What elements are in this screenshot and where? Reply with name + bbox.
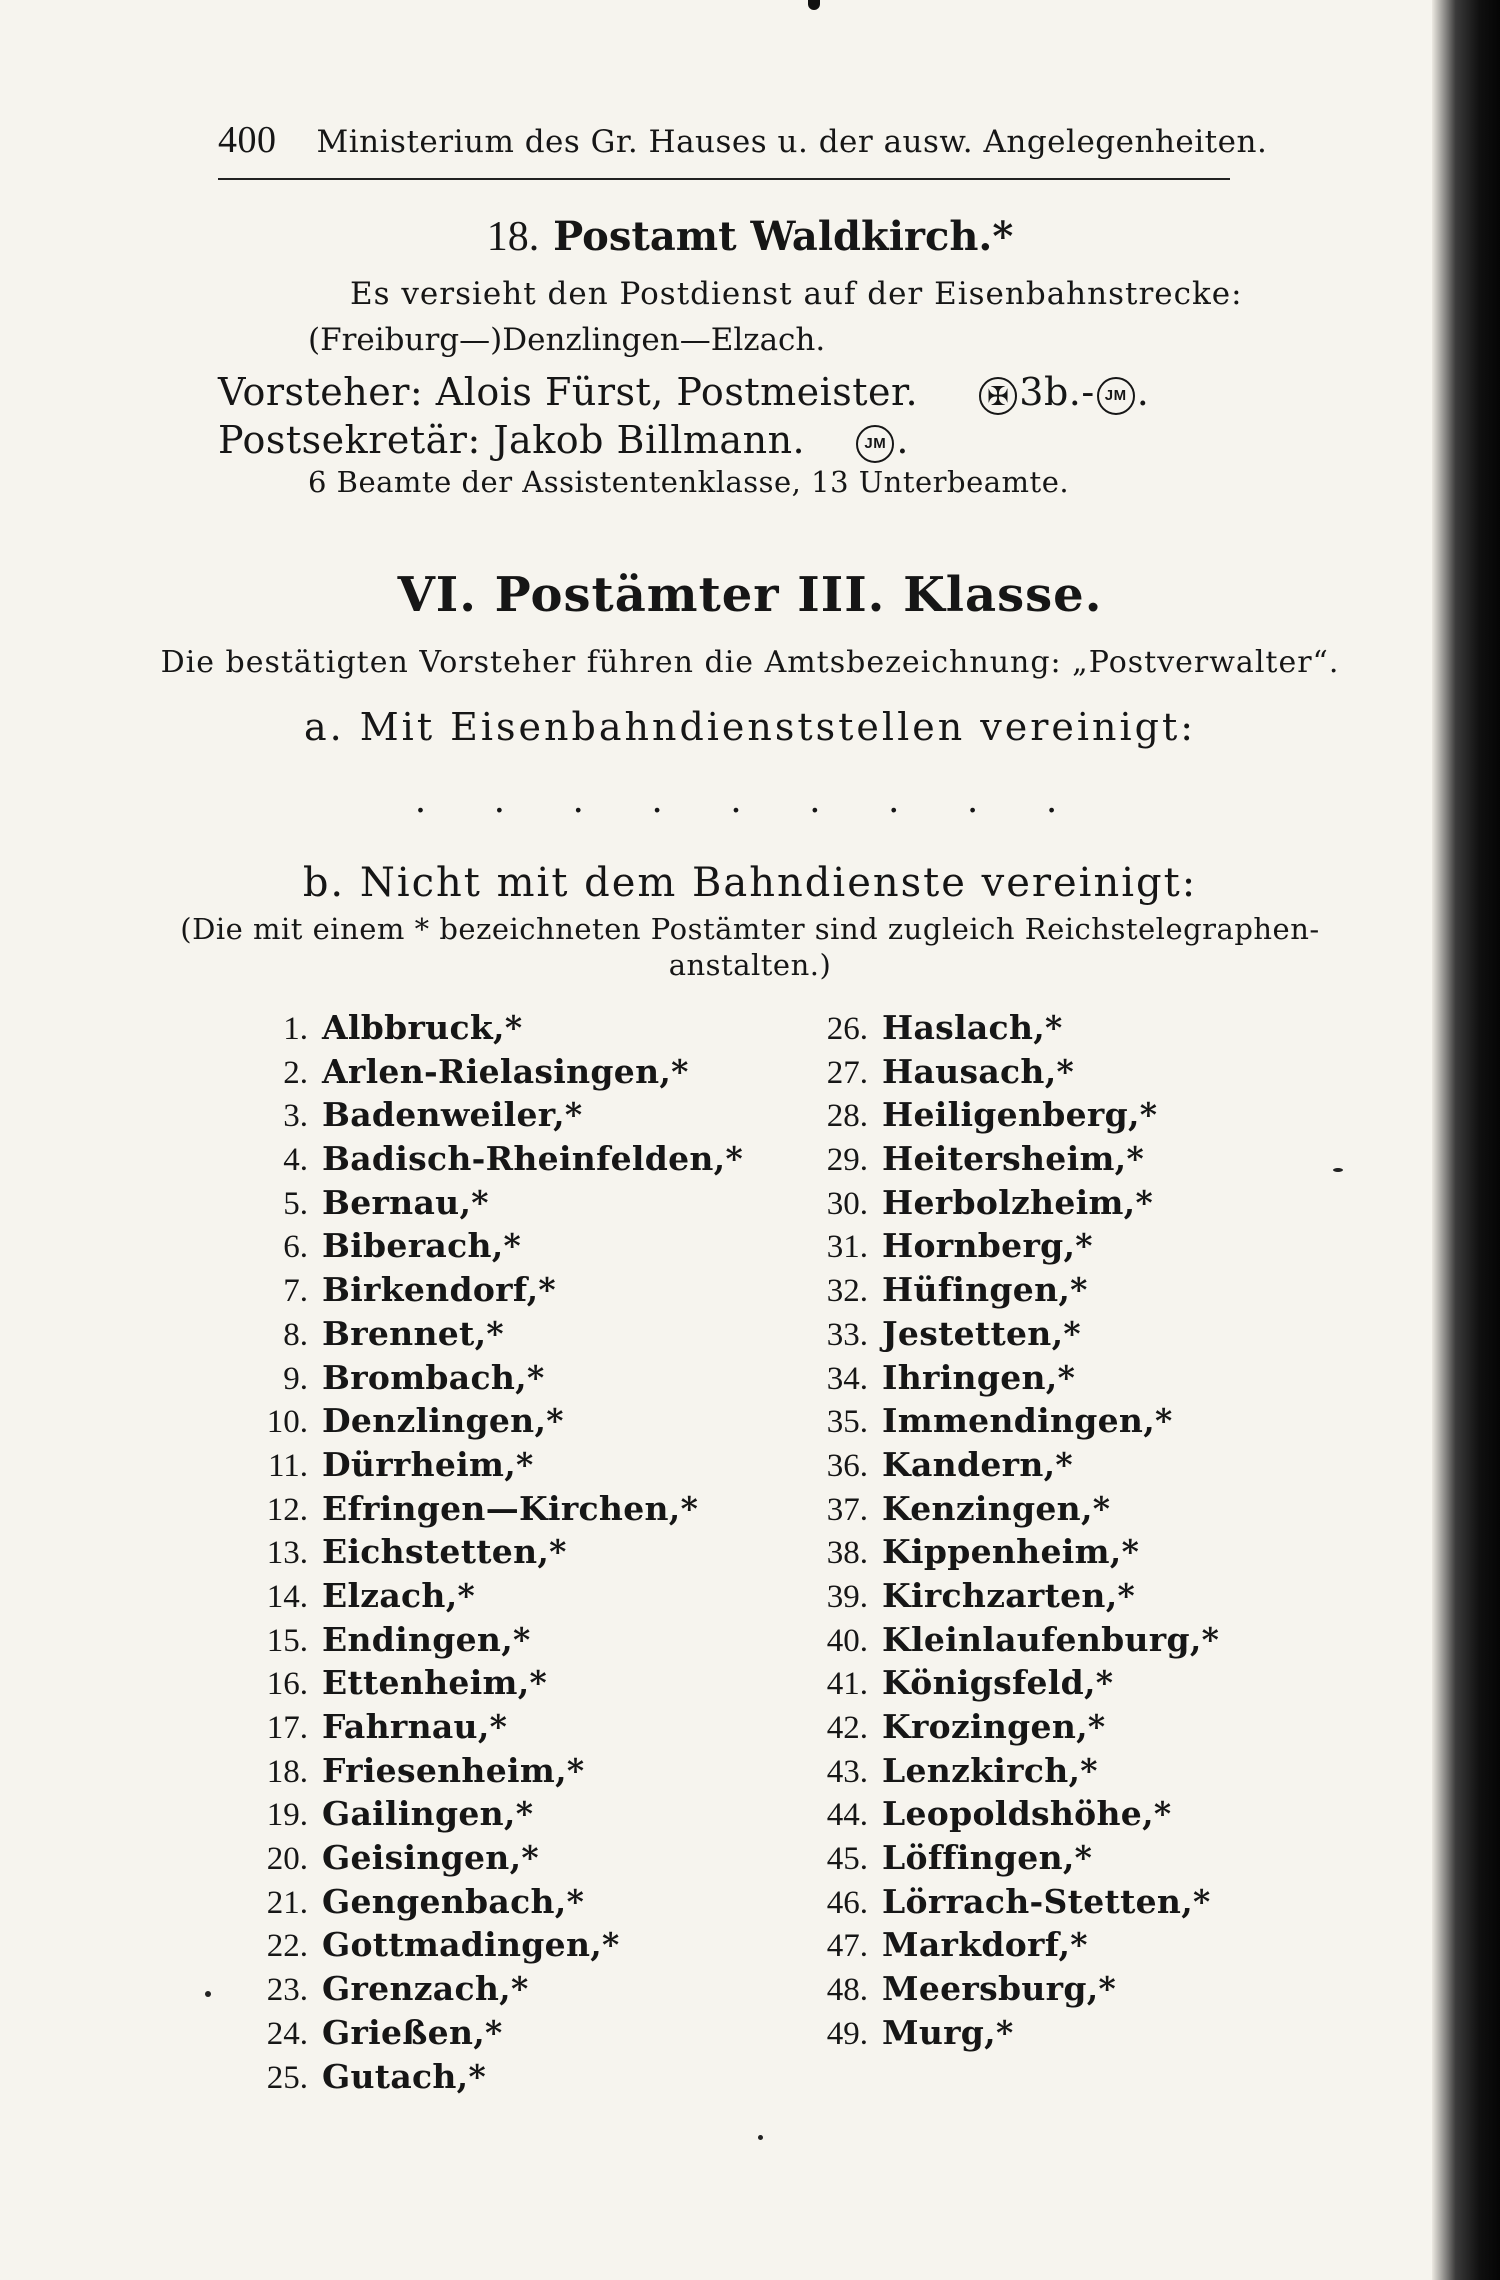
list-item	[790, 2013, 1310, 2057]
list-item-number: 12.	[266, 1491, 308, 1528]
list-item	[790, 1882, 1310, 1926]
list-item-number: 48.	[826, 1972, 868, 2009]
list-item	[790, 1576, 1310, 1620]
list-item-number: 39.	[826, 1578, 868, 1615]
list-item	[230, 1969, 750, 2013]
list-item-number: 24.	[266, 2015, 308, 2052]
list-item-name: Biberach,*	[322, 1226, 522, 1266]
list-item	[230, 1445, 750, 1489]
list-item-number: 10.	[266, 1404, 308, 1441]
list-item	[790, 1314, 1310, 1358]
list-item-name: Meersburg,*	[882, 1969, 1117, 2009]
list-item-number: 27.	[826, 1054, 868, 1091]
list-item-name: Löffingen,*	[882, 1838, 1093, 1878]
list-item	[790, 1620, 1310, 1664]
list-item	[790, 1925, 1310, 1969]
list-item-name: Gengenbach,*	[322, 1881, 585, 1921]
list-item	[790, 1969, 1310, 2013]
list-item-name: Kirchzarten,*	[882, 1575, 1136, 1615]
list-item	[790, 1794, 1310, 1838]
section-note: Die bestätigten Vorsteher führen die Amtsbezeichnung: „Postverwalter“.	[160, 645, 1340, 680]
stray-mark	[758, 2135, 763, 2140]
list-item-name: Grenzach,*	[322, 1969, 529, 2009]
list-item-name: Heitersheim,*	[882, 1139, 1145, 1179]
list-item-name: Haslach,*	[882, 1008, 1063, 1047]
list-item-number: 14.	[266, 1578, 308, 1615]
office-number: 18.	[486, 214, 540, 260]
list-item-name: Lörrach-Stetten,*	[882, 1881, 1211, 1921]
list-item	[790, 1663, 1310, 1707]
list-item-number: 30.	[826, 1185, 868, 1222]
list-item-number: 19.	[266, 1797, 308, 1834]
list-item	[230, 1183, 750, 1227]
list-item-number: 17.	[266, 1710, 308, 1746]
list-item-name: Immendingen,*	[882, 1401, 1173, 1441]
list-item-number: 22.	[266, 1928, 308, 1965]
section-title: VI. Postämter III. Klasse.	[397, 567, 1103, 623]
list-item-number: 3.	[283, 1098, 308, 1135]
list-item	[790, 1751, 1310, 1795]
list-item-name: Arlen-Rielasingen,*	[322, 1051, 689, 1091]
list-item	[790, 1532, 1310, 1576]
list-item	[230, 1532, 750, 1576]
list-item-number: 33.	[826, 1316, 868, 1353]
list-item	[230, 1838, 750, 1882]
list-item	[230, 1620, 750, 1664]
service-line: Es versieht den Postdienst auf der Eisenbahnstrecke:	[350, 276, 1243, 312]
list-item-number: 8.	[283, 1316, 308, 1353]
head-line: Vorsteher: Alois Fürst, Postmeister. ✠ 3b.- JM .	[218, 370, 1150, 414]
list-item	[790, 1270, 1310, 1314]
list-item-number: 49.	[826, 2015, 868, 2052]
list-item-name: Denzlingen,*	[322, 1401, 564, 1441]
stray-mark	[1333, 1168, 1343, 1172]
list-item-number: 45.	[826, 1841, 868, 1878]
list-item-number: 15.	[266, 1622, 308, 1659]
list-item	[790, 1183, 1310, 1227]
list-item-name: Königsfeld,*	[882, 1663, 1114, 1703]
list-item	[230, 1095, 750, 1139]
list-item-name: Hornberg,*	[882, 1226, 1093, 1266]
list-item-number: 41.	[826, 1666, 868, 1703]
list-item-number: 28.	[826, 1098, 868, 1135]
list-item	[230, 1052, 750, 1096]
list-item-name: Endingen,*	[322, 1619, 531, 1659]
list-item-number: 35.	[826, 1404, 868, 1441]
list-item-number: 25.	[266, 2059, 308, 2096]
list-item	[230, 1489, 750, 1533]
list-item-name: Kleinlaufenburg,*	[882, 1619, 1220, 1659]
list-item-number: 36.	[826, 1447, 868, 1484]
list-item-number: 44.	[826, 1797, 868, 1834]
list-item-name: Lenzkirch,*	[882, 1750, 1098, 1790]
page-number: 400	[218, 119, 277, 161]
list-item-name: Bernau,*	[322, 1182, 489, 1222]
list-item-number: 6.	[283, 1229, 308, 1266]
list-item-number: 26.	[826, 1011, 868, 1047]
list-item-number: 9.	[283, 1360, 308, 1397]
list-item	[790, 1445, 1310, 1489]
list-item	[230, 1663, 750, 1707]
list-item	[790, 1139, 1310, 1183]
list-item-number: 47.	[826, 1928, 868, 1965]
list-item-name: Heiligenberg,*	[882, 1095, 1158, 1135]
list-item	[790, 1358, 1310, 1402]
list-item-number: 5.	[283, 1185, 308, 1222]
list-item-number: 1.	[283, 1011, 308, 1047]
office-18-title	[150, 213, 1350, 261]
list-item-name: Ettenheim,*	[322, 1663, 548, 1703]
list-item	[790, 1008, 1310, 1052]
list-item-number: 32.	[826, 1273, 868, 1310]
list-item	[230, 1358, 750, 1402]
list-item-number: 37.	[826, 1491, 868, 1528]
list-item-name: Hüfingen,*	[882, 1270, 1088, 1310]
staff-line: 6 Beamte der Assistentenklasse, 13 Unterbeamte.	[308, 465, 1070, 499]
list-item-name: Albbruck,*	[322, 1008, 523, 1047]
list-item	[230, 1751, 750, 1795]
list-item-name: Hausach,*	[882, 1051, 1075, 1091]
list-item-name: Badisch-Rheinfelden,*	[322, 1139, 744, 1179]
list-item-name: Geisingen,*	[322, 1838, 539, 1878]
list-item-name: Eichstetten,*	[322, 1532, 567, 1572]
list-item-name: Gottmadingen,*	[322, 1925, 620, 1965]
list-item-name: Badenweiler,*	[322, 1095, 583, 1135]
subsection-b-note-cont: anstalten.)	[668, 948, 832, 982]
list-item-number: 13.	[266, 1535, 308, 1572]
list-item	[230, 1925, 750, 1969]
list-item	[790, 1707, 1310, 1751]
list-item-name: Grießen,*	[322, 2012, 503, 2052]
running-title: Ministerium des Gr. Hauses u. der ausw. Angelegenheiten.	[316, 124, 1268, 160]
list-item-number: 4.	[283, 1142, 308, 1179]
stray-mark	[205, 1991, 211, 1997]
list-item	[230, 1576, 750, 1620]
subsection-b-title: b. Nicht mit dem Bahndienste vereinigt:	[302, 860, 1198, 906]
secretary-line: Postsekretär: Jakob Billmann. JM .	[218, 418, 909, 462]
list-item	[790, 1095, 1310, 1139]
list-item-name: Markdorf,*	[882, 1925, 1088, 1965]
list-item-name: Kandern,*	[882, 1444, 1073, 1484]
list-item-number: 34.	[826, 1360, 868, 1397]
head-honor: 3b.-	[1019, 370, 1095, 414]
header-rule	[218, 178, 1230, 180]
list-item-name: Murg,*	[882, 2012, 1014, 2052]
list-item-number: 31.	[826, 1229, 868, 1266]
list-item-name: Gutach,*	[322, 2056, 487, 2096]
list-item-number: 11.	[267, 1447, 308, 1484]
list-item	[790, 1401, 1310, 1445]
list-item-name: Kenzingen,*	[882, 1488, 1111, 1528]
list-item-name: Friesenheim,*	[322, 1750, 585, 1790]
list-item-number: 21.	[266, 1884, 308, 1921]
list-item-number: 29.	[826, 1142, 868, 1179]
list-item	[230, 1707, 750, 1751]
list-item-name: Brennet,*	[322, 1313, 504, 1353]
list-item	[790, 1838, 1310, 1882]
post-office-list-right	[790, 1008, 1310, 2057]
list-item	[790, 1489, 1310, 1533]
jubilee-medal-icon: JM	[856, 425, 894, 463]
list-item-name: Elzach,*	[322, 1575, 476, 1615]
list-item-name: Dürrheim,*	[322, 1444, 534, 1484]
list-item-number: 42.	[826, 1710, 868, 1746]
list-item	[230, 1314, 750, 1358]
list-item-name: Leopoldshöhe,*	[882, 1794, 1172, 1834]
jubilee-medal-icon: JM	[1097, 377, 1135, 415]
list-item-number: 2.	[283, 1054, 308, 1091]
list-item-number: 7.	[283, 1273, 308, 1310]
list-item-number: 16.	[266, 1666, 308, 1703]
list-item-name: Kippenheim,*	[882, 1532, 1140, 1572]
list-item-name: Brombach,*	[322, 1357, 545, 1397]
list-item-number: 23.	[266, 1972, 308, 2009]
page-edge-shadow	[1432, 0, 1500, 2280]
list-item-name: Herbolzheim,*	[882, 1182, 1154, 1222]
list-item	[230, 1794, 750, 1838]
list-item	[790, 1226, 1310, 1270]
list-item	[230, 1270, 750, 1314]
list-item-number: 20.	[266, 1841, 308, 1878]
list-item-number: 43.	[826, 1753, 868, 1790]
list-item	[230, 2013, 750, 2057]
list-item-name: Krozingen,*	[882, 1707, 1106, 1746]
list-item-name: Gailingen,*	[322, 1794, 534, 1834]
list-item	[230, 1008, 750, 1052]
list-item-number: 38.	[826, 1535, 868, 1572]
head-text: Vorsteher: Alois Fürst, Postmeister.	[218, 370, 919, 414]
subsection-b-note: (Die mit einem * bezeichneten Postämter sind zugleich Reichstelegraphen-	[180, 912, 1320, 946]
running-header	[218, 118, 1268, 178]
subsection-a-ellipsis: . . . . . . . . .	[414, 780, 1086, 821]
list-item	[230, 1139, 750, 1183]
list-item	[230, 1226, 750, 1270]
list-item	[230, 1401, 750, 1445]
list-item-name: Efringen—Kirchen,*	[322, 1488, 699, 1528]
binding-mark	[808, 0, 820, 10]
list-item-number: 40.	[826, 1622, 868, 1659]
list-item-name: Ihringen,*	[882, 1357, 1076, 1397]
list-item-name: Jestetten,*	[882, 1313, 1081, 1353]
list-item	[790, 1052, 1310, 1096]
list-item	[230, 2057, 750, 2101]
order-cross-icon: ✠	[979, 377, 1017, 415]
list-item-name: Birkendorf,*	[322, 1270, 556, 1310]
office-name: Postamt Waldkirch.*	[553, 213, 1014, 260]
secretary-text: Postsekretär: Jakob Billmann.	[218, 418, 806, 462]
post-office-list-left	[230, 1008, 750, 2100]
list-item	[230, 1882, 750, 1926]
list-item-number: 18.	[266, 1753, 308, 1790]
list-item-number: 46.	[826, 1884, 868, 1921]
list-item-name: Fahrnau,*	[322, 1707, 508, 1746]
route-line: (Freiburg—)Denzlingen—Elzach.	[308, 322, 826, 358]
subsection-a-title: a. Mit Eisenbahndienststellen vereinigt:	[303, 705, 1197, 749]
